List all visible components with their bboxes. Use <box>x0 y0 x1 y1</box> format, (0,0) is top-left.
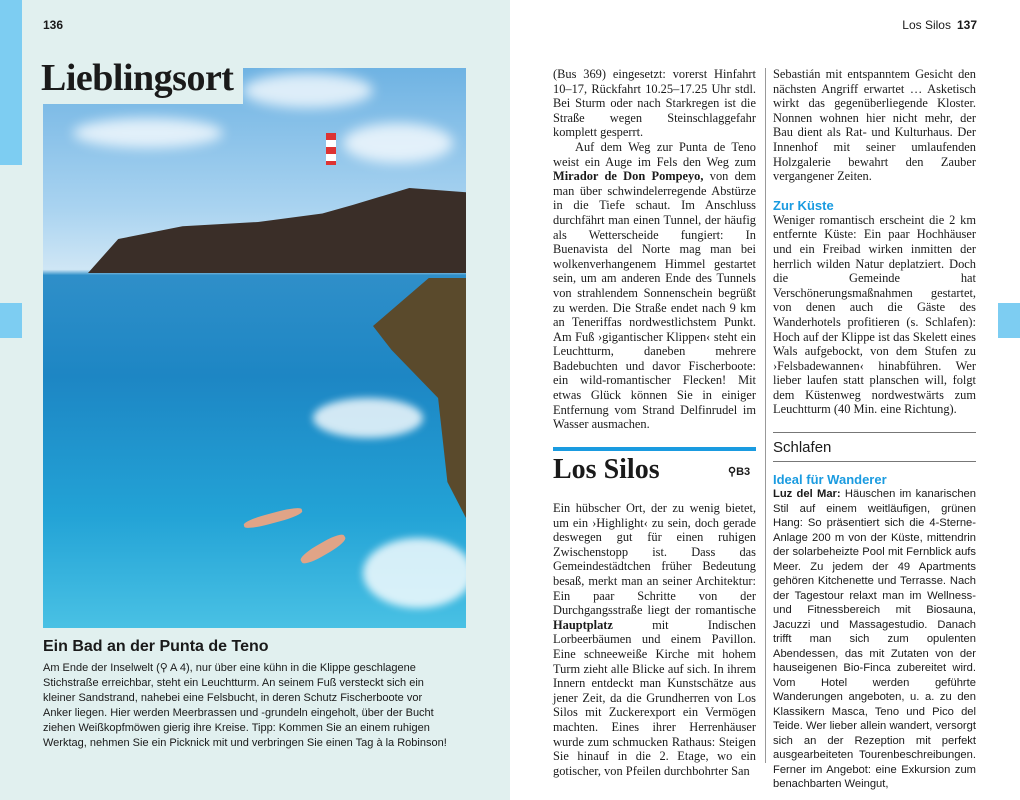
map-pin-icon: ⚲ <box>728 466 737 478</box>
map-pin-icon: ⚲ <box>159 662 168 674</box>
running-head: Los Silos 137 <box>902 18 977 32</box>
hotel-tagline: Ideal für Wanderer <box>773 472 887 487</box>
caption-text: Am Ende der Inselwelt (⚲ A 4), nur über eine kühn in die Klippe geschlagene Stichstraße erreichbar, steht ein Leuchtturm. An seinem Fuß versteckt sich ein kleiner Sandstrand, nahebei eine Felsbucht, in deren Schutz Fischerboote vor Anker liegen. Hier werden Meerbrassen und -grundeln eingeholt, über der Bucht ziehen Weißkopfmöwen gierig ihre Kreise. Tipp: Kommen Sie an einem ruhigen Werktag, nehmen Sie ein Picknick mit und verbringen Sie einen Tag à la Robinson! <box>43 662 447 749</box>
hotel-entry: Ideal für Wanderer Luz del Mar: Häuschen im kanarischen Stil auf einem weitläufigen, grünen Hang: So präsentiert sich die 4-Sterne-Anlage 200 m von der Küste, mittendrin der solarbeheizte Pool mit Fernblick aufs Meer. Zu jedem der 49 Apartments gehören Kitchenette und Terrasse. Nach der Tagestour relaxt man im Wellness- und Fitnessbereich mit Biosauna, Jacuzzi und Massagestudio. Danach trifft man sich zum opulenten Abendessen, das mit Zutaten von der hauseigenen Bio-Finca zubereitet wird. Vom Hotel werden geführte Wanderungen angeboten, u. a. zu den Klassikern Masca, Teno und Pico del Teide. Wer lieber allein wandert, versorgt sich an der Rezeption mit perfekt ausgearbeiteten Tourenbeschreibungen. Ferner im Angebot: eine Exkursion zum benachbarten Weingut, <box>773 472 976 790</box>
caption-heading: Ein Bad an der Punta de Teno <box>43 638 269 655</box>
swimmer <box>298 531 347 566</box>
page-number: 136 <box>43 18 64 32</box>
section-title: Los Silos <box>553 454 660 485</box>
page-number: 137 <box>956 18 977 32</box>
coast-photo <box>43 68 466 628</box>
column-divider <box>765 68 766 763</box>
map-reference[interactable]: ⚲B3 <box>728 466 751 478</box>
column-1-top: (Bus 369) eingesetzt: vorerst Hinfahrt 10–17, Rückfahrt 10.25–17.25 Uhr stdl. Bei Sturm oder nach Starkregen ist die Straße wegen Steinschlaggefahr komplett gesperrt. Auf dem Weg zur Punta de Teno weist ein Auge im Fels den Weg zum Mirador de Don Pompeyo, von dem man über schwindelerregende Abstürze in die Tiefe schaut. Im Anschluss durchfährt man einen Tunnel, der häufig als Wetterscheide fungiert: In Buenavista del Norte mag man bei wolkenverhangenem Himmel gestartet sein, um am anderen Ende des Tunnels von strahlendem Sonnenschein begrüßt zu werden. Die Straße endet nach 9 km an Teneriffas nordwestlichstem Punkt. Am Fuß ›gigantischer Klippen‹ steht ein Leuchtturm, daneben mehrere Badebuchten und davor Fischerboote: ein wild-romantischer Flecken! Mit etwas Glück können Sie in einiger Entfernung vom Strand Delfinrudel im Wasser ausmachen. <box>553 67 756 432</box>
hotel-name: Luz del Mar: <box>773 488 841 500</box>
map-ref[interactable]: A 4 <box>170 662 186 674</box>
thumb-tab <box>998 303 1020 338</box>
los-silos-text: Ein hübscher Ort, der zu wenig bietet, um ein ›Highlight‹ zu sein, doch gerade deswegen gut für einen ruhigen Zwischenstopp ist. Dass das Gemeindestädtchen früher Bedeutung besaß, merkt man an seiner Architektur: Ein paar Schritte von der Durchgangsstraße liegt der romantische Hauptplatz mit Indischen Lorbeerbäumen und einem Pavillon. Eine schneeweiße Kirche mit hohem Turm zieht alle Blicke auf sich. In ihrem Innern entdeckt man Kunstschätze aus jener Zeit, da die Grundherren von Los Silos mit Zuckerexport ein Vermögen machten. Eines ihrer Herrenhäuser wurde zum schmucken Rathaus: Steigen Sie hinauf in die 2. Etage, wo ein gotischer, von Pfeilen durchbohrter San <box>553 501 756 778</box>
section-rule <box>553 447 756 451</box>
column-2-top: Sebastián mit entspanntem Gesicht den nächsten Angriff erwartet … Asketisch wirkt das gegenüberliegende Kloster. Nonnen wohnen hier nicht mehr, der Bau dient als Rat- und Kulturhaus. Der Innenhof mit seiner umlaufenden Holzgalerie bewahrt den Zauber vergangener Zeiten. Zur Küste Weniger romantisch erscheint die 2 km entfernte Küste: Ein paar Hochhäuser und ein Freibad wirken inmitten der herrlich wilden Natur deplatziert. Doch die Gemeinde hat Verschönerungsmaßnahmen gestartet, von denen auch die Gäste des Wanderhotels profitieren (s. Schlafen): Hoch auf der Klippe ist das Skelett eines Wals aufgebockt, von dem Stufen zu ›Felsbadewannen‹ hinabführen. Wer lieber laufen statt planschen will, folgt dem Küstenweg nordwestwärts zum Leuchtturm (40 Min. eine Richtung). <box>773 67 976 417</box>
subheading-kueste: Zur Küste <box>773 197 834 213</box>
schlafen-heading: Schlafen <box>773 432 976 462</box>
page-title: Lieblingsort <box>33 52 243 104</box>
chapter-tab <box>0 0 22 165</box>
lighthouse <box>326 133 336 165</box>
thumb-tab <box>0 303 22 338</box>
swimmer <box>243 505 304 530</box>
